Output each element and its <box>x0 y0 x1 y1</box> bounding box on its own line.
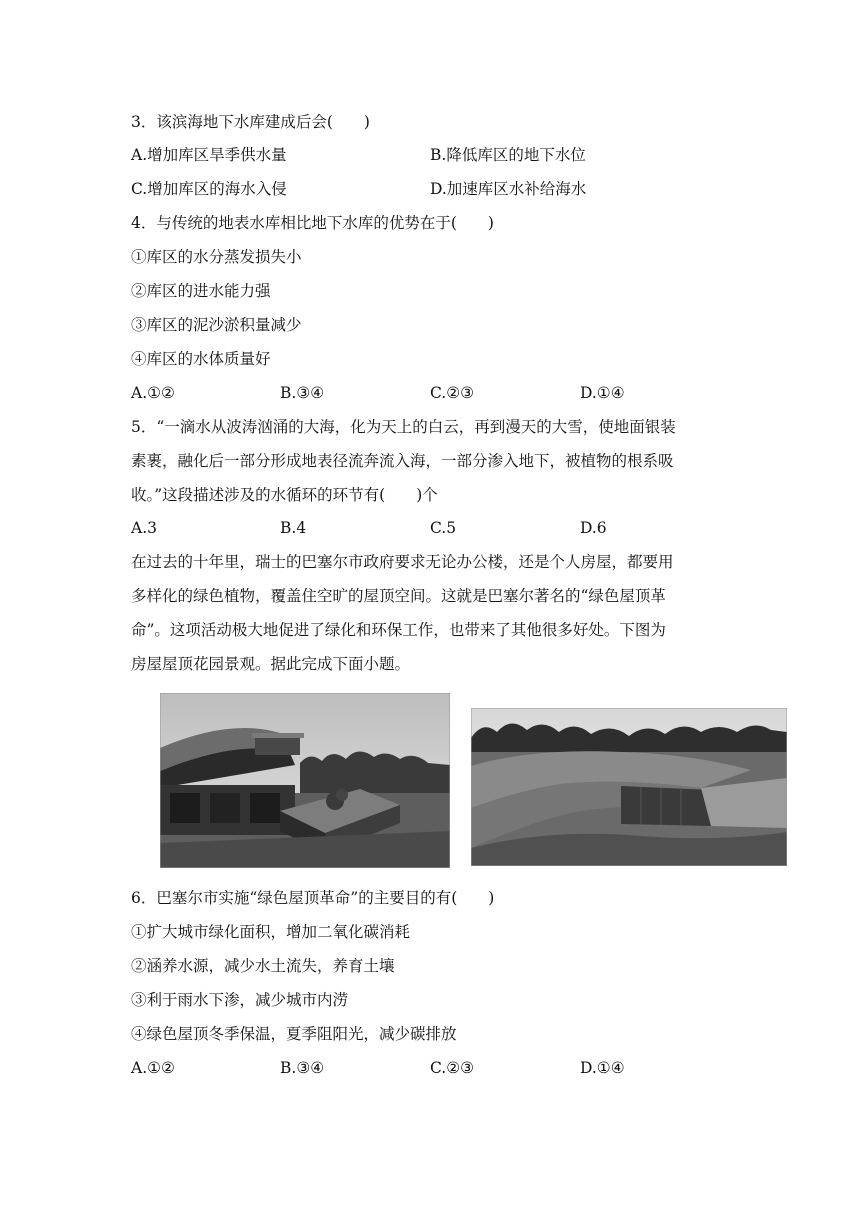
q5-option-c: C.5 <box>430 519 457 537</box>
q4-item-3: ③库区的泥沙淤积量减少 <box>131 316 302 334</box>
q6-option-c: C.②③ <box>430 1059 475 1077</box>
q5-option-d: D.6 <box>580 519 607 537</box>
q5-option-a: A.3 <box>131 519 157 537</box>
q3-option-d: D.加速库区水补给海水 <box>430 180 587 198</box>
q4-item-4: ④库区的水体质量好 <box>131 350 271 368</box>
q6-stem: 6．巴塞尔市实施“绿色屋顶革命”的主要目的有( ) <box>131 889 495 907</box>
q4-item-2: ②库区的进水能力强 <box>131 282 271 300</box>
passage-line-4: 房屋屋顶花园景观。据此完成下面小题。 <box>131 655 411 673</box>
q5-option-b: B.4 <box>280 519 307 537</box>
passage-line-2: 多样化的绿色植物，覆盖住空旷的屋顶空间。这就是巴塞尔著名的“绿色屋顶革 <box>131 587 666 605</box>
q5-stem-line-1: 5．“一滴水从波涛汹涌的大海，化为天上的白云，再到漫天的大雪，使地面银装 <box>131 418 676 436</box>
passage-line-3: 命”。这项活动极大地促进了绿化和环保工作，也带来了其他很多好处。下图为 <box>131 621 666 639</box>
q4-stem: 4．与传统的地表水库相比地下水库的优势在于( ) <box>131 214 494 232</box>
q6-item-1: ①扩大城市绿化面积，增加二氧化碳消耗 <box>131 923 411 941</box>
q4-option-d: D.①④ <box>580 384 625 402</box>
q4-item-1: ①库区的水分蒸发损失小 <box>131 248 302 266</box>
q6-option-a: A.①② <box>131 1059 175 1077</box>
q6-item-2: ②涵养水源，减少水土流失，养育土壤 <box>131 957 395 975</box>
q3-option-c: C.增加库区的海水入侵 <box>131 180 287 198</box>
q5-stem-line-3: 收。”这段描述涉及的水循环的环节有( )个 <box>131 486 438 504</box>
passage-line-1: 在过去的十年里，瑞士的巴塞尔市政府要求无论办公楼，还是个人房屋，都要用 <box>131 553 674 571</box>
q6-item-3: ③利于雨水下渗，减少城市内涝 <box>131 991 349 1009</box>
q3-option-a: A.增加库区旱季供水量 <box>131 146 287 164</box>
q6-option-b: B.③④ <box>280 1059 325 1077</box>
q3-option-b: B.降低库区的地下水位 <box>430 146 586 164</box>
q4-option-b: B.③④ <box>280 384 325 402</box>
q5-stem-line-2: 素裹，融化后一部分形成地表径流奔流入海，一部分渗入地下，被植物的根系吸 <box>131 452 674 470</box>
q3-stem: 3．该滨海地下水库建成后会( ) <box>131 113 370 131</box>
rooftop-garden-photo-left <box>160 693 450 868</box>
q6-item-4: ④绿色屋顶冬季保温，夏季阻阳光，减少碳排放 <box>131 1025 457 1043</box>
q6-option-d: D.①④ <box>580 1059 625 1077</box>
rooftop-garden-photo-right <box>471 708 787 866</box>
q4-option-a: A.①② <box>131 384 175 402</box>
q4-option-c: C.②③ <box>430 384 475 402</box>
